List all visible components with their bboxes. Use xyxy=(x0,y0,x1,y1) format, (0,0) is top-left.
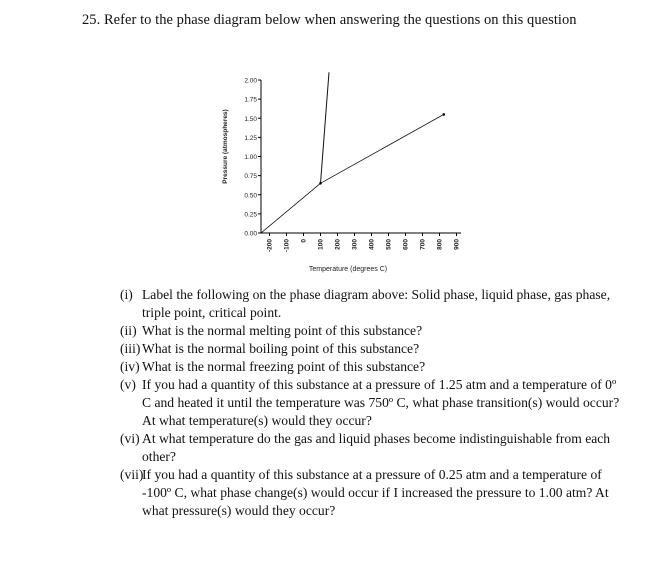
point-marker xyxy=(442,113,445,116)
x-tick-label: 800 xyxy=(436,239,444,250)
question-number: (v) xyxy=(120,377,136,392)
x-tick-label: -200 xyxy=(266,239,274,253)
question-text: If you had a quantity of this substance at a pressure of 0.25 atm and a temperature of -100º C, what phase change(s) would occur if I increased the pressure to 1.00 atm? At what pressure(s) would they occur? xyxy=(142,467,609,518)
question-item xyxy=(120,286,620,322)
y-tick-label: 0.00 xyxy=(244,230,257,238)
x-tick-label: 600 xyxy=(402,239,410,250)
y-tick-label: 1.75 xyxy=(244,96,257,104)
x-tick-label: 500 xyxy=(385,239,393,250)
question-text: Label the following on the phase diagram above: Solid phase, liquid phase, gas phase, triple point, critical point. xyxy=(142,287,611,320)
x-axis-title: Temperature (degrees C) xyxy=(308,266,388,273)
question-number: (iv) xyxy=(120,359,140,374)
question-item xyxy=(120,358,620,376)
y-tick-label: 0.50 xyxy=(244,192,257,200)
y-tick-label: 0.75 xyxy=(244,173,257,181)
y-tick-label: 1.00 xyxy=(244,154,257,161)
y-tick-label: 1.50 xyxy=(244,115,257,123)
phase-boundary-line xyxy=(261,183,321,233)
question-item xyxy=(120,340,620,358)
y-axis-title: Pressure (atmospheres) xyxy=(222,109,229,184)
x-tick-label: 200 xyxy=(334,239,342,250)
question-number: (iii) xyxy=(120,341,141,356)
question-number: (vi) xyxy=(120,431,140,446)
x-tick-label: 900 xyxy=(453,239,461,250)
phase-diagram-chart xyxy=(215,60,475,280)
y-tick-label: 1.25 xyxy=(244,134,257,142)
x-tick-label: 300 xyxy=(351,239,359,250)
question-text: What is the normal melting point of this substance? xyxy=(142,323,423,338)
question-number: (vii) xyxy=(120,467,144,482)
question-item xyxy=(120,466,620,520)
question-text: What is the normal boiling point of this substance? xyxy=(142,341,420,356)
x-tick-label: 0 xyxy=(300,239,308,243)
x-tick-label: -100 xyxy=(283,239,291,253)
question-number: (ii) xyxy=(120,323,137,338)
question-text: At what temperature do the gas and liquid phases become indistinguishable from each other? xyxy=(142,431,611,464)
question-text: What is the normal freezing point of this substance? xyxy=(142,359,426,374)
question-item xyxy=(120,430,620,466)
question-number: (i) xyxy=(120,287,133,302)
x-tick-label: 400 xyxy=(368,239,376,250)
y-tick-label: 0.25 xyxy=(244,211,257,219)
question-list xyxy=(120,286,620,520)
question-item xyxy=(120,322,620,340)
x-tick-label: 700 xyxy=(419,239,427,250)
question-title: 25. Refer to the phase diagram below when answering the questions on this question xyxy=(82,12,577,28)
question-item xyxy=(120,376,620,430)
point-marker xyxy=(319,182,322,185)
y-tick-label: 2.00 xyxy=(244,77,257,85)
phase-boundary-line xyxy=(321,72,330,183)
question-text: If you had a quantity of this substance at a pressure of 1.25 atm and a temperature of 0º C and heated it until the temperature was 750º C, what phase transition(s) would occur? At what temperature(s) would they occur? xyxy=(142,377,620,428)
x-tick-label: 100 xyxy=(317,239,325,250)
phase-boundary-line xyxy=(321,114,444,183)
